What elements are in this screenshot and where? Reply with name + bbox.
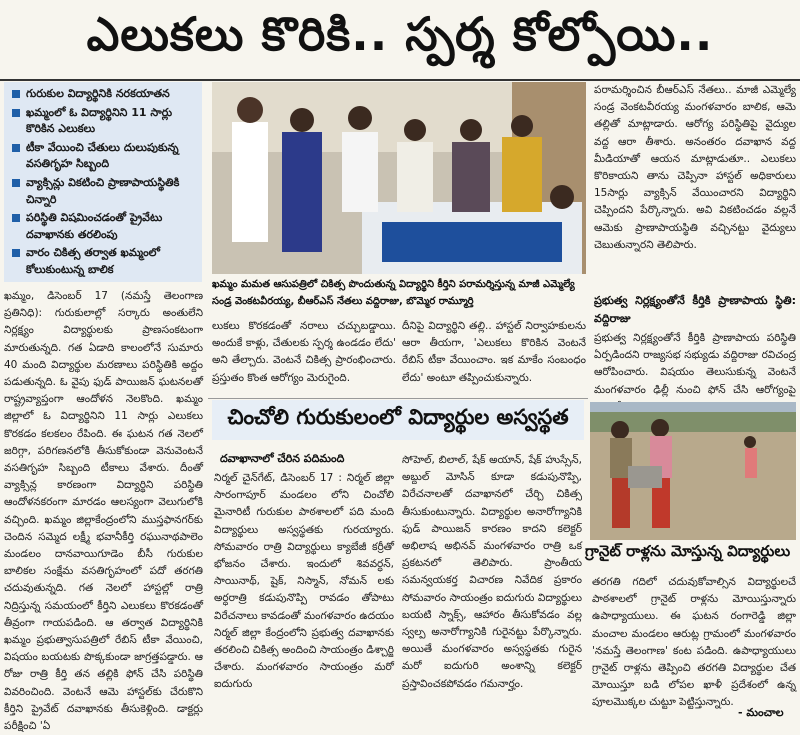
box-kicker: దవాఖానాలో చేరిన పదిమంది [220, 452, 345, 465]
students-story-text [592, 574, 796, 709]
box-column-1 [214, 470, 394, 722]
highlight-item: టీకా వేయించి చేతులు దులుపుకున్న వసతిగృహ సిబ్బంది [12, 140, 198, 173]
students-photo [590, 402, 796, 540]
highlight-item: ఖమ్మంలో ఓ విద్యార్థినిని 11 సార్లు కొరికిన ఎలుకలు [12, 105, 198, 138]
highlight-item: గురుకుల విద్యార్థినికి నరకయాతన [12, 86, 198, 103]
body-paragraph: లుకలు కొరకడంతో నరాలు చచ్చుబడ్డాయి. అందుకే కాళ్లు, చేతులకు స్పర్శ ఉండడం లేదు' అని తేల్చారు. వెంటనే చికిత్స ప్రారంభించారు. ప్రస్తుతం కొంత ఆరోగ్యం మెరుగైంది. [212, 320, 396, 384]
highlight-item: వ్యాక్సిన్లు వికటించి ప్రాణాపాయస్థితికి చిన్నారి [12, 175, 198, 208]
right-column-subhead: ప్రభుత్వ నిర్లక్ష్యంతోనే కీర్తికి ప్రాణాపాయ స్థితి: వద్దిరాజు [594, 294, 796, 325]
hospital-photo [212, 82, 586, 274]
middle-column-b [402, 318, 586, 398]
box-title: చించోలి గురుకులంలో విద్యార్థుల అస్వస్థత [212, 400, 584, 440]
highlight-item: వారం చికిత్స తర్వాత ఖమ్మంలో కోలుకుంటున్న బాలిక [12, 245, 198, 278]
photo-caption: ఖమ్మం మమత ఆసుపత్రిలో చికిత్స పొందుతున్న విద్యార్థిని కీర్తిని పరామర్శిస్తున్న మాజీ ఎమ్మెల్యే సండ్ర వెంకటవీరయ్య, బీఆర్‌ఎస్ నేతలు వద్దిరాజు, బొమ్మెర రామ్మూర్తి [212, 279, 575, 307]
body-paragraph: పరామర్శించిన బీఆర్‌ఎస్ నేతలు.. మాజీ ఎమ్మెల్యే సండ్ర వెంకటవీరయ్య మంగళవారం బాలిక, ఆమె తల్లితో మాట్లాడారు. ఆరోగ్య పరిస్థితిపై వైద్యుల వద్ద ఆరా తీశారు. అనంతరం దవాఖాన వద్ద మీడియాతో ఆయన మాట్లాడుతూ.. ఎలుకలు కొరికాయని తాను చెప్పినా హాస్టల్ అధికారులు 15సార్లు వ్యాక్సిన్ వేయించారని విద్యార్థిని చెప్పిందని పేర్కొన్నారు. అవి వికటించడం వల్లనే ఆమెకు ప్రాణాపాయస్థితి వచ్చినట్టు వైద్యులు చెబుతున్నారని తెలిపారు. [594, 84, 796, 251]
students-story-title: గ్రానైట్ రాళ్లను మోస్తున్న విద్యార్థులు [585, 542, 791, 560]
middle-column-a [212, 318, 396, 398]
headline: ఎలుకలు కొరికి.. స్పర్శ కోల్పోయి.. [86, 7, 714, 61]
highlight-item: పరిస్థితి విషమించడంతో ప్రైవేటు దవాఖానకు తరలింపు [12, 210, 198, 243]
body-paragraph: దీనిపై విద్యార్థిని తల్లి.. హాస్టల్ నిర్వాహకులను ఆరా తీయగా, 'ఎలుకలు కొరికిన వెంటనే రేబిస్ టీకా వేయించాం. ఇక మాకేం సంబంధం లేదు' అంటూ తప్పించుకున్నారు. [402, 320, 586, 384]
box-top-rule [208, 398, 588, 399]
left-column-text [4, 288, 203, 733]
headline-rule [0, 79, 800, 81]
body-paragraph: సోహెల్, బిలాల్, షేక్ అయాన్, షేక్ హుస్సేన్, అబ్దుల్ మోసిన్ కూడా కడుపునొప్పి, విరేచనాలతో దవాఖానలో చేర్చి చికిత్స తీసుకుంటున్నారు. విద్యార్థుల అనారోగ్యానికి ఫుడ్ పాయిజన్ కారణం కాదని కలెక్టర్ అభిలాష అభినవ్ మంగళవారం రాత్రి ఒక ప్రకటనలో తెలిపారు. ప్రాంతీయ సమన్వయకర్త విచారణ నివేదిక ప్రకారం సోమవారం సాయంత్రం ఐదుగురు విద్యార్థులు బయటి స్నాక్స్, ఆహారం తీసుకోవడం వల్ల స్వల్ప అనారోగ్యానికి గురైనట్టు పేర్కొన్నారు. అయితే మంగళవారం అస్వస్థతకు గురైన మరో ఐదుగురి అంశాన్ని కలెక్టర్ ప్రస్తావించకపోవడం గమనార్హం. [402, 454, 582, 690]
students-story-byline: - మంచాల [738, 706, 784, 719]
students-photo-image [590, 402, 796, 540]
highlights-box [4, 82, 202, 282]
body-paragraph: ప్రభుత్వ నిర్లక్ష్యంతోనే కీర్తికి ప్రాణాపాయ పరిస్థితి ఏర్పడిందని రాజ్యసభ సభ్యుడు వద్దిరాజు రవిచంద్ర ఆరోపించారు. విషయం తెలుసుకున్న వెంటనే మంగళవారం ఢిల్లీ నుంచి ఫోన్ చేసి ఆరోగ్యంపై [594, 332, 796, 396]
body-paragraph: తరగతి గదిలో చదువుకోవాల్సిన విద్యార్థులచే పాఠశాలలో గ్రానైట్ రాళ్లను మోయిస్తున్నారు ఉపాధ్యాయులు. ఈ ఘటన రంగారెడ్డి జిల్లా మంచాల మండలం ఆరుట్ల గ్రామంలో మంగళవారం 'నమస్తే తెలంగాణ' కంట పడింది. ఉపాధ్యాయులు గ్రానైట్ రాళ్లను తెప్పించి తరగతి విద్యార్థుల చేత మోయిస్తూ బడి లోపల ఖాళీ ప్రదేశంలో ఉన్న పూలమొక్కల చుట్టూ పెట్టిస్తున్నారు. [592, 576, 796, 709]
body-paragraph: నిర్మల్ చైన్‌గేట్, డిసెంబర్ 17 : నిర్మల్ జిల్లా సారంగాపూర్ మండలం లోని చించోలి మైనారిటీ గురుకుల పాఠశాలలో పది మంది విద్యార్థులు అస్వస్థతకు గురయ్యారు. సోమవారం రాత్రి విద్యార్థులు క్యాబేజీ కర్రీతో భోజనం చేశారు. ఇందులో శివవర్ధన్, సాయినాథ్, షైక్, నిస్మాన్, నోమన్ లకు అర్ధరాత్రి కడుపునొప్పి రావడం తోపాటు విరేచనాలు కావడంతో మంగళవారం ఉదయం నిర్మల్ జిల్లా కేంద్రంలోని ప్రభుత్వ దవాఖానకు తరలించి చికిత్స అందించి సాయంత్రం డిశ్చార్జి చేశారు. మంగళవారం సాయంత్రం మరో ఐదుగురు [214, 472, 394, 691]
right-column-top [594, 82, 796, 268]
hospital-photo-image [212, 82, 586, 274]
right-column-mid [594, 330, 796, 400]
box-column-2 [402, 452, 582, 722]
body-paragraph: ఖమ్మం, డిసెంబర్ 17 (నమస్తే తెలంగాణ ప్రతినిధి): గురుకులాల్లో సర్కారు అంతులేని నిర్లక్ష్యం విద్యార్థులకు ప్రాణసంకటంగా మారుతున్నది. గత ఏడాది కాలంలోనే సుమారు 40 మంది విద్యార్థుల మరణాలు పరిస్థితికి అద్దం పడుతున్నది. ఓ వైపు ఫుడ్ పాయిజన్ ఘటనలతో రాష్ట్రవ్యాప్తంగా ఆందోళన నెలకొంది. ఖమ్మం జిల్లాలో ఓ విద్యార్థినిని 11 సార్లు ఎలుకలు కొరకడం కలకలం రేపింది. ఈ ఘటన గత నెలలో జరిగ్గా, పరిగణనలోకి తీసుకోకుండా వెనువెంటనే వసతిగృహ సిబ్బంది టీకాలు వేశారు. దీంతో వ్యాక్సిన్ల కారణంగా విద్యార్థిని పరిస్థితి ఆందోళనకరంగా మారడం ఆలస్యంగా వెలుగులోకి వచ్చింది. ఖమ్మం జిల్లాకేంద్రంలోని ముస్తఫానగర్‌కు చెందిన సమ్మెద లక్ష్మీ భవానీకీర్తి రఘునాథపాలెం మండలం దానవాయిగూడెం బీసీ గురుకుల బాలికల సంక్షేమ వసతిగృహంలో పదో తరగతి చదువుతున్నది. గత నెలలో హాస్టల్లో రాత్రి నిద్రిస్తున్న సమయంలో కీర్తిని ఎలుకలు కొరకడంతో తీవ్రంగా గాయపడింది. ఆ తర్వాత విద్యార్థినికి ఖమ్మం ప్రభుత్వాసుపత్రిలో రేబిస్ టీకా వేయించి, విషయం బయటకు పొక్కకుండా జాగ్రత్తపడ్డారు. ఆ రోజు రాత్రి కీర్తి తన తల్లికి ఫోన్ చేసి పరిస్థితి వివరించింది. వెంటనే ఆమె హాస్టల్‌కు చేరుకొని కీర్తిని ప్రైవేట్ దవాఖానకు తీసుకెళ్లింది. డాక్టర్లు పరీక్షించి 'ఏ [4, 290, 203, 733]
